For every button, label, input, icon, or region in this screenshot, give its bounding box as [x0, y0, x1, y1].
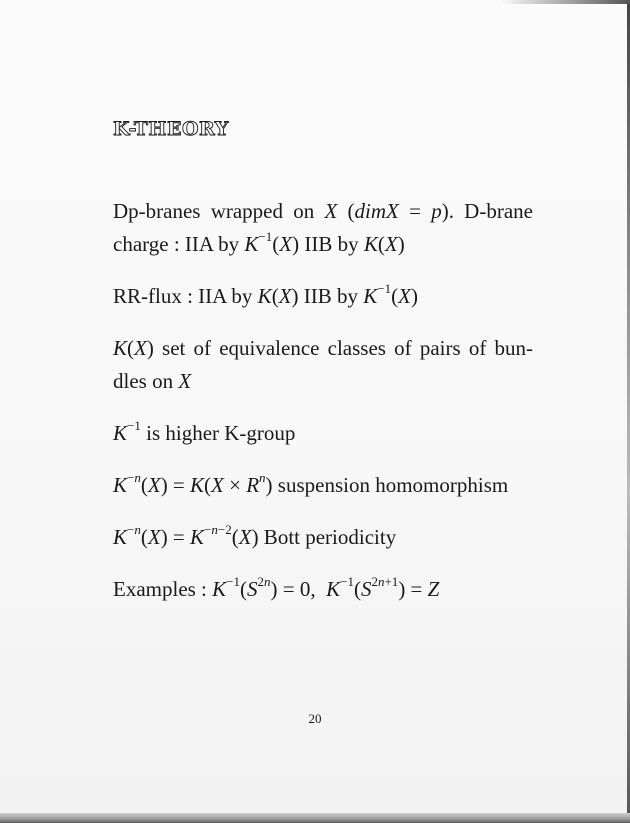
paragraph-bott-periodicity: $K^{-n}(X) = K^{-n-2}(X)$ Bott periodicity: [113, 522, 397, 549]
paragraph-suspension: $K^{-n}(X) = K(X \times R^n)$ suspension homomorphism: [113, 470, 509, 497]
paragraph-kx-definition: K(X) set of equivalence classes of pairs of bundles on X: [113, 336, 533, 393]
paragraph-dbrane-charge: Dp-branes wrapped on X (dimX = p). D-brane charge : IIA by $K^{-1}(X)$ IIB by K(X): [113, 199, 533, 256]
slide-title: K-THEORY: [113, 118, 229, 140]
page-number: 20: [308, 711, 322, 726]
slide-content: [113, 118, 533, 625]
paragraph-higher-k-group: $K^{-1}$ is higher K-group: [113, 418, 296, 445]
paragraph-examples: Examples : $K^{-1}(S^{2n}) = 0$, $K^{-1}(S^{2n+1}) = Z$: [113, 574, 440, 601]
scan-edge-bottom: [0, 813, 630, 823]
paragraph-rr-flux: RR-flux : IIA by K(X) IIB by $K^{-1}(X)$: [113, 281, 418, 308]
scan-edge-top: [500, 0, 630, 4]
